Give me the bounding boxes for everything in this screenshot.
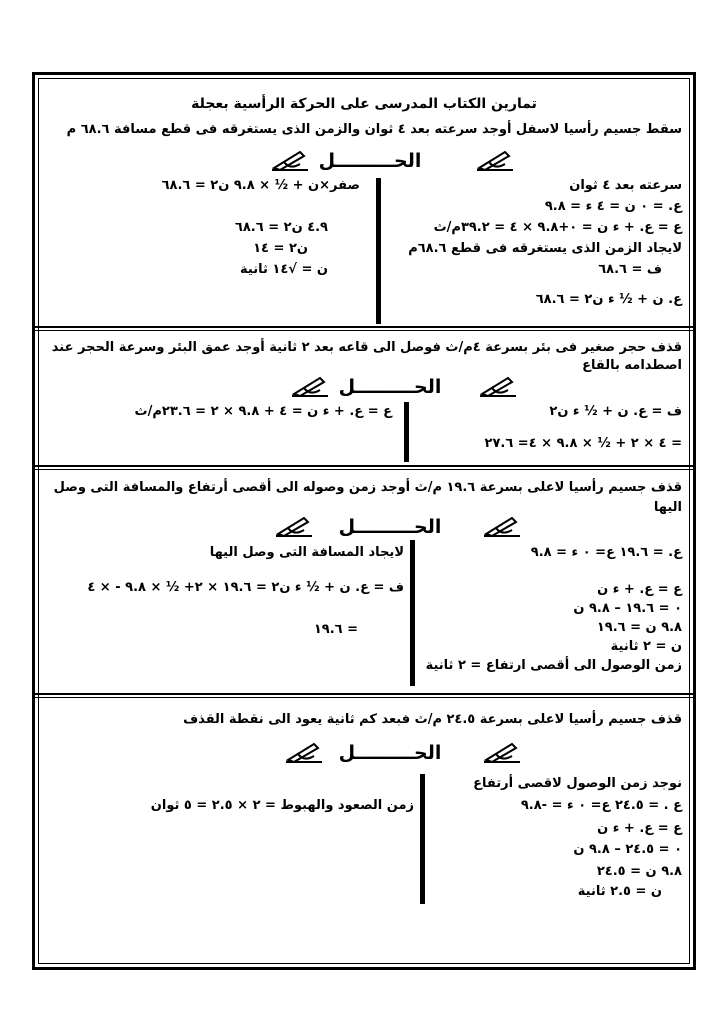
p4-right-line-1: نوجد زمن الوصول لاقصى أرتفاع (473, 776, 682, 791)
p3-left-line-1: لايجاد المسافة التى وصل اليها (209, 545, 404, 560)
problem-2-question-line-1: قذف حجر صغير فى بئر بسرعة ٤م/ث فوصل الى قاعه بعد ٢ ثانية أوجد عمق البئر وسرعة الحجر عند (51, 340, 682, 355)
p4-right-line-4: ٠ = ٢٤.٥ – ٩.٨ ن (573, 842, 682, 857)
pen-hand-icon (290, 374, 330, 398)
p1-right-line-2: ع. = ٠ ن = ٤ ء = ٩.٨ (544, 199, 682, 214)
p1-right-line-1: سرعته بعد ٤ ثوان (569, 178, 682, 193)
column-divider (376, 178, 381, 324)
p1-right-line-5: ف = ٦٨.٦ (598, 262, 662, 277)
p3-right-line-2: ع = ع. + ء ن (597, 582, 682, 597)
solution-heading: الحـــــــــل (318, 150, 422, 172)
p2-left-line-1: ع = ع. + ء ن = ٤ + ٩.٨ × ٢ = ٢٣.٦م/ث (134, 404, 392, 419)
problem-1-question: سقط جسيم رأسيا لاسفل أوجد سرعته بعد ٤ ثوان والزمن الذى يستغرقه فى قطع مسافة ٦٨.٦ م (66, 122, 682, 137)
p4-right-line-2: ع . = ٢٤.٥ ع= ٠ ء = -٩.٨ (520, 798, 682, 813)
p1-right-line-3: ع = ع. + ء ن = ٠+٩.٨ × ٤ = ٣٩.٢م/ث (433, 220, 682, 235)
p4-right-line-6: ن = ٢.٥ ثانية (577, 884, 662, 899)
problem-2-question-line-2: اصطدامه بالقاع (582, 358, 682, 373)
p1-left-line-4: ن = √١٤ ثانية (240, 262, 328, 277)
p3-right-line-5: ن = ٢ ثانية (610, 639, 682, 654)
p3-right-line-1: ع. = ١٩.٦ ع= ٠ ء = ٩.٨ (530, 545, 682, 560)
problem-4-question: قذف جسيم رأسيا لاعلى بسرعة ٢٤.٥ م/ث فبعد كم ثانية يعود الى نقطة القذف (183, 712, 682, 727)
page-title: تمارين الكتاب المدرسى على الحركة الرأسية بعجلة (191, 96, 537, 112)
p3-left-line-3: = ١٩.٦ (313, 622, 358, 637)
p1-left-line-3: ن٢ = ١٤ (253, 241, 308, 256)
section-divider (32, 326, 696, 331)
p3-right-line-3: ٠ = ١٩.٦ – ٩.٨ ن (573, 601, 682, 616)
p3-left-line-2: ف = ع. ن + ½ ء ن٢ = ١٩.٦ × ٢+ ½ × ٩.٨ - × ٤ (87, 580, 404, 595)
p3-right-line-6: زمن الوصول الى أقصى ارتفاع = ٢ ثانية (425, 658, 682, 673)
problem-3-question-line-2: اليها (653, 500, 682, 515)
pen-hand-icon (482, 740, 522, 764)
p3-right-line-4: ٩.٨ ن = ١٩.٦ (596, 620, 682, 635)
solution-heading: الحـــــــــل (338, 516, 442, 538)
p2-right-line-1: ف = ع. ن + ½ ء ن٢ (549, 404, 682, 419)
column-divider (410, 540, 415, 686)
pen-hand-icon (478, 374, 518, 398)
pen-hand-icon (274, 514, 314, 538)
column-divider (420, 774, 425, 904)
p1-right-line-4: لايجاد الزمن الذى يستغرقه فى قطع ٦٨.٦م (408, 241, 682, 256)
p1-right-line-6: ع. ن + ½ ء ن٢ = ٦٨.٦ (535, 292, 682, 307)
solution-heading: الحـــــــــل (338, 376, 442, 398)
pen-hand-icon (270, 148, 310, 172)
column-divider (404, 402, 409, 462)
section-divider (32, 693, 696, 698)
p1-left-line-1: صفر×ن + ½ × ٩.٨ ن٢ = ٦٨.٦ (161, 178, 360, 193)
pen-hand-icon (482, 514, 522, 538)
p4-right-line-5: ٩.٨ ن = ٢٤.٥ (596, 864, 682, 879)
p2-right-line-2: = ٤ × ٢ + ½ × ٩.٨ × ٤= ٢٧.٦ (484, 436, 682, 451)
pen-hand-icon (475, 148, 515, 172)
p4-right-line-3: ع = ع. + ء ن (597, 821, 682, 836)
p4-left-line-1: زمن الصعود والهبوط = ٢ × ٢.٥ = ٥ ثوان (150, 798, 414, 813)
pen-hand-icon (284, 740, 324, 764)
p1-left-line-2: ٤.٩ ن٢ = ٦٨.٦ (234, 220, 328, 235)
problem-3-question-line-1: قذف جسيم رأسيا لاعلى بسرعة ١٩.٦ م/ث أوجد زمن وصوله الى أقصى أرتفاع والمسافة التى وصل (53, 480, 682, 495)
solution-heading: الحـــــــــل (338, 742, 442, 764)
section-divider (32, 465, 696, 470)
